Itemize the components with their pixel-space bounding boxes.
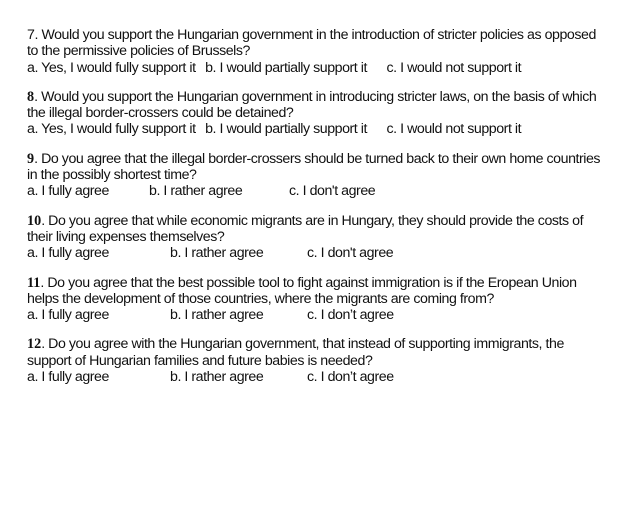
answer-c: c. I don't agree [307, 245, 394, 262]
question-number-dot: . [34, 27, 42, 43]
answer-b: b. I rather agree [170, 369, 264, 386]
answer-b: b. I would partially support it [205, 121, 367, 138]
answer-b: b. I would partially support it [205, 59, 367, 76]
question-number: 12 [27, 336, 42, 353]
question-8 [27, 89, 607, 138]
answer-options [27, 245, 607, 261]
answer-b: b. I rather agree [170, 245, 264, 262]
answer-b: b. I rather agree [149, 183, 243, 200]
question-text: Would you support the Hungarian government in introducing stricter laws, on the basis of which the illegal border-crossers could be detained? [27, 88, 597, 122]
answer-a: a. Yes, I would fully support it [27, 59, 196, 76]
question-text: Do you agree that the illegal border-crossers should be turned back to their own home countries in the possibly shortest time? [27, 150, 601, 184]
question-number-dot: . [40, 274, 48, 291]
answer-options [27, 183, 607, 199]
question-text: Do you agree that while economic migrants are in Hungary, they should provide the costs of their living expenses themselves? [27, 212, 584, 245]
question-number: 7 [27, 27, 35, 43]
question-number-dot: . [34, 150, 42, 167]
survey-document [27, 27, 607, 398]
question-9 [27, 151, 607, 200]
question-number: 10 [27, 212, 42, 229]
question-number-dot: . [41, 336, 49, 353]
answer-a: a. Yes, I would fully support it [27, 121, 196, 138]
answer-b: b. I rather agree [170, 307, 264, 324]
question-12 [27, 336, 607, 385]
question-number: 8 [27, 88, 35, 105]
question-number: 9 [27, 150, 35, 167]
question-10 [27, 213, 607, 262]
answer-options [27, 369, 607, 385]
question-text: Would you support the Hungarian government in the introduction of stricter policies as opposed to the permissive policies of Brussels? [27, 27, 596, 60]
question-number-dot: . [34, 88, 42, 105]
answer-a: a. I fully agree [27, 307, 109, 324]
answer-options [27, 307, 607, 323]
answer-c: c. I would not support it [386, 121, 522, 138]
answer-a: a. I fully agree [27, 183, 109, 200]
question-text: Do you agree that the best possible tool to fight against immigration is if the Eropean Union helps the development of those countries, where the migrants are coming from? [27, 274, 577, 307]
question-number: 11 [27, 274, 41, 291]
question-number-dot: . [41, 212, 49, 229]
answer-c: c. I don’t agree [307, 307, 394, 324]
answer-c: c. I would not support it [386, 59, 522, 76]
answer-c: c. I don't agree [289, 183, 376, 200]
answer-options [27, 60, 607, 76]
answer-options [27, 121, 607, 137]
answer-c: c. I don’t agree [307, 369, 394, 386]
question-text: Do you agree with the Hungarian government, that instead of supporting immigrants, the support of Hungarian families and future babies is needed? [27, 336, 564, 369]
question-7 [27, 27, 607, 76]
answer-a: a. I fully agree [27, 369, 109, 386]
question-11 [27, 275, 607, 324]
answer-a: a. I fully agree [27, 245, 109, 262]
